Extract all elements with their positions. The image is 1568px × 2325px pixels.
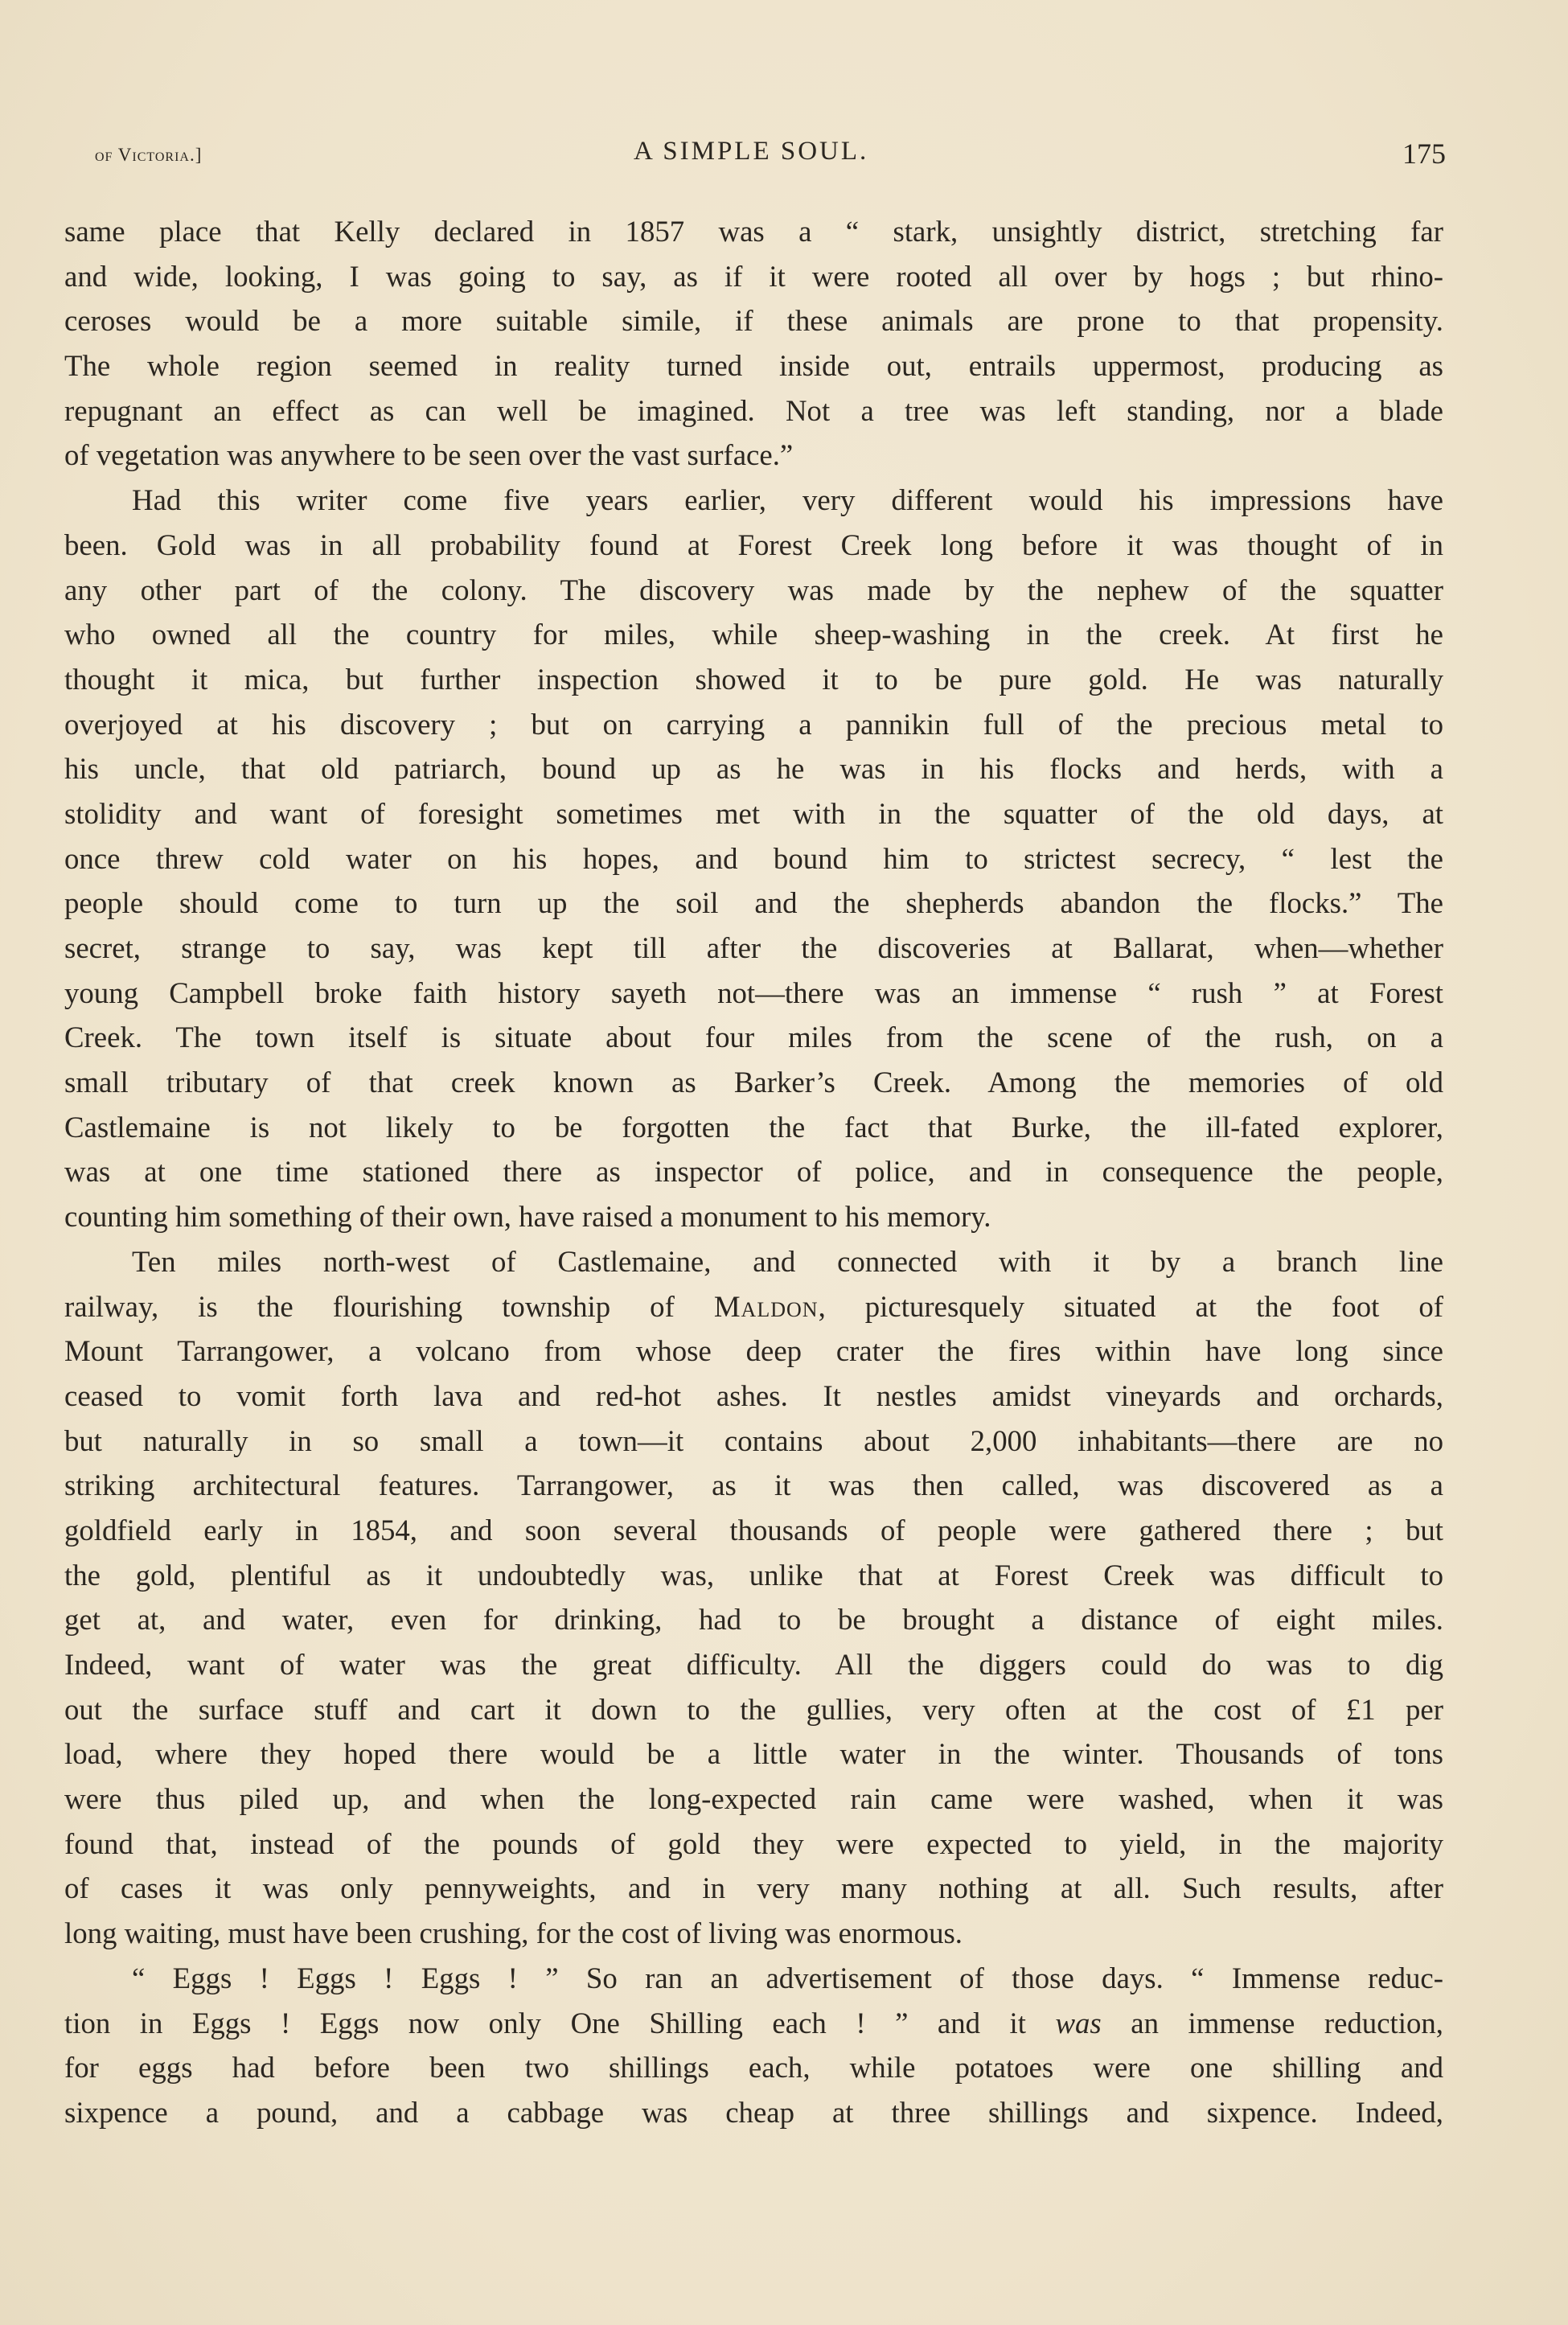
text-line-italic-was <box>64 2001 1443 2046</box>
text-line: but naturally in so small a town—it contains about 2,000 inhabitants—there are no <box>64 1423 1443 1457</box>
running-head-title: A SIMPLE SOUL. <box>634 137 869 166</box>
text-line: counting him something of their own, have raised a monument to his memory. <box>64 1200 991 1234</box>
text-line: The whole region seemed in reality turned inside out, entrails uppermost, producing as <box>64 349 1443 383</box>
page-number: 175 <box>1402 138 1446 170</box>
text-line: ceased to vomit forth lava and red-hot ashes. It nestles amidst vineyards and orchards, <box>64 1378 1443 1412</box>
text-line: people should come to turn up the soil and the shepherds abandon the flocks.” The <box>64 886 1443 920</box>
text-line: and wide, looking, I was going to say, as if it were rooted all over by hogs ; but rhino- <box>64 259 1443 293</box>
paragraph-start: Had this writer come five years earlier, very different would his impressions have <box>132 483 1443 517</box>
text-line: long waiting, must have been crushing, for the cost of living was enormous. <box>64 1916 963 1950</box>
text-line: thought it mica, but further inspection showed it to be pure gold. He was naturally <box>64 662 1443 696</box>
text-fragment: an immense reduction, <box>1101 2006 1443 2040</box>
text-line: small tributary of that creek known as Barker’s Creek. Among the memories of old <box>64 1066 1443 1099</box>
text-line: of vegetation was anywhere to be seen over the vast surface.” <box>64 438 794 472</box>
place-name-maldon: Maldon <box>713 1289 819 1323</box>
text-line: Indeed, want of water was the great difficulty. All the diggers could do was to dig <box>64 1648 1443 1681</box>
text-fragment: railway, is the flourishing township of <box>64 1289 714 1323</box>
text-line: overjoyed at his discovery ; but on carrying a pannikin full of the precious metal to <box>64 707 1443 741</box>
emphasis-was: was <box>1055 2006 1102 2040</box>
text-line: load, where they hoped there would be a little water in the winter. Thousands of tons <box>64 1737 1443 1771</box>
text-line: ceroses would be a more suitable simile, if these animals are prone to that propensity. <box>64 304 1443 338</box>
text-line: once threw cold water on his hopes, and bound him to strictest secrecy, “ lest the <box>64 841 1443 875</box>
running-head-left: of Victoria.] <box>95 145 203 165</box>
text-line: Castlemaine is not likely to be forgotten the fact that Burke, the ill-fated explorer, <box>64 1110 1443 1144</box>
text-line: goldfield early in 1854, and soon several thousands of people were gathered there ; but <box>64 1513 1443 1547</box>
text-line: for eggs had before been two shillings each, while potatoes were one shilling and <box>64 2051 1443 2085</box>
text-fragment: tion in Eggs ! Eggs now only One Shilling each ! ” and it <box>64 2006 1056 2040</box>
text-line: same place that Kelly declared in 1857 was a “ stark, unsightly district, stretching far <box>64 215 1443 248</box>
text-fragment: , picturesquely situated at the foot of <box>818 1289 1443 1323</box>
body-text <box>64 209 1443 2135</box>
paragraph-start: “ Eggs ! Eggs ! Eggs ! ” So ran an advertisement of those days. “ Immense reduc- <box>132 1961 1443 1994</box>
text-line: was at one time stationed there as inspector of police, and in consequence the people, <box>64 1155 1443 1189</box>
text-line: who owned all the country for miles, while sheep-washing in the creek. At first he <box>64 618 1443 651</box>
text-line: his uncle, that old patriarch, bound up as he was in his flocks and herds, with a <box>64 752 1443 786</box>
paragraph-start: Ten miles north-west of Castlemaine, and connected with it by a branch line <box>132 1244 1443 1278</box>
text-line: sixpence a pound, and a cabbage was cheap at three shillings and sixpence. Indeed, <box>64 2095 1443 2129</box>
text-line: found that, instead of the pounds of gold they were expected to yield, in the majority <box>64 1826 1443 1860</box>
text-line: striking architectural features. Tarrangower, as it was then called, was discovered as a <box>64 1469 1443 1502</box>
text-line-maldon <box>64 1284 1443 1329</box>
text-line: young Campbell broke faith history sayeth not—there was an immense “ rush ” at Forest <box>64 976 1443 1009</box>
text-line: secret, strange to say, was kept till after the discoveries at Ballarat, when—whether <box>64 931 1443 964</box>
text-line: repugnant an effect as can well be imagined. Not a tree was left standing, nor a blade <box>64 393 1443 427</box>
text-line: the gold, plentiful as it undoubtedly was, unlike that at Forest Creek was difficult to <box>64 1558 1443 1592</box>
running-head <box>95 137 1446 177</box>
text-line: get at, and water, even for drinking, had to be brought a distance of eight miles. <box>64 1603 1443 1637</box>
text-line: out the surface stuff and cart it down to the gullies, very often at the cost of £1 per <box>64 1692 1443 1726</box>
text-line: been. Gold was in all probability found at Forest Creek long before it was thought of in <box>64 528 1443 561</box>
text-line: were thus piled up, and when the long-expected rain came were washed, when it was <box>64 1782 1443 1816</box>
text-line: Creek. The town itself is situate about four miles from the scene of the rush, on a <box>64 1021 1443 1054</box>
text-line: stolidity and want of foresight sometimes met with in the squatter of the old days, at <box>64 796 1443 830</box>
text-line: Mount Tarrangower, a volcano from whose deep crater the fires within have long since <box>64 1334 1443 1368</box>
text-line: of cases it was only pennyweights, and in very many nothing at all. Such results, after <box>64 1871 1443 1905</box>
text-line: any other part of the colony. The discovery was made by the nephew of the squatter <box>64 573 1443 606</box>
